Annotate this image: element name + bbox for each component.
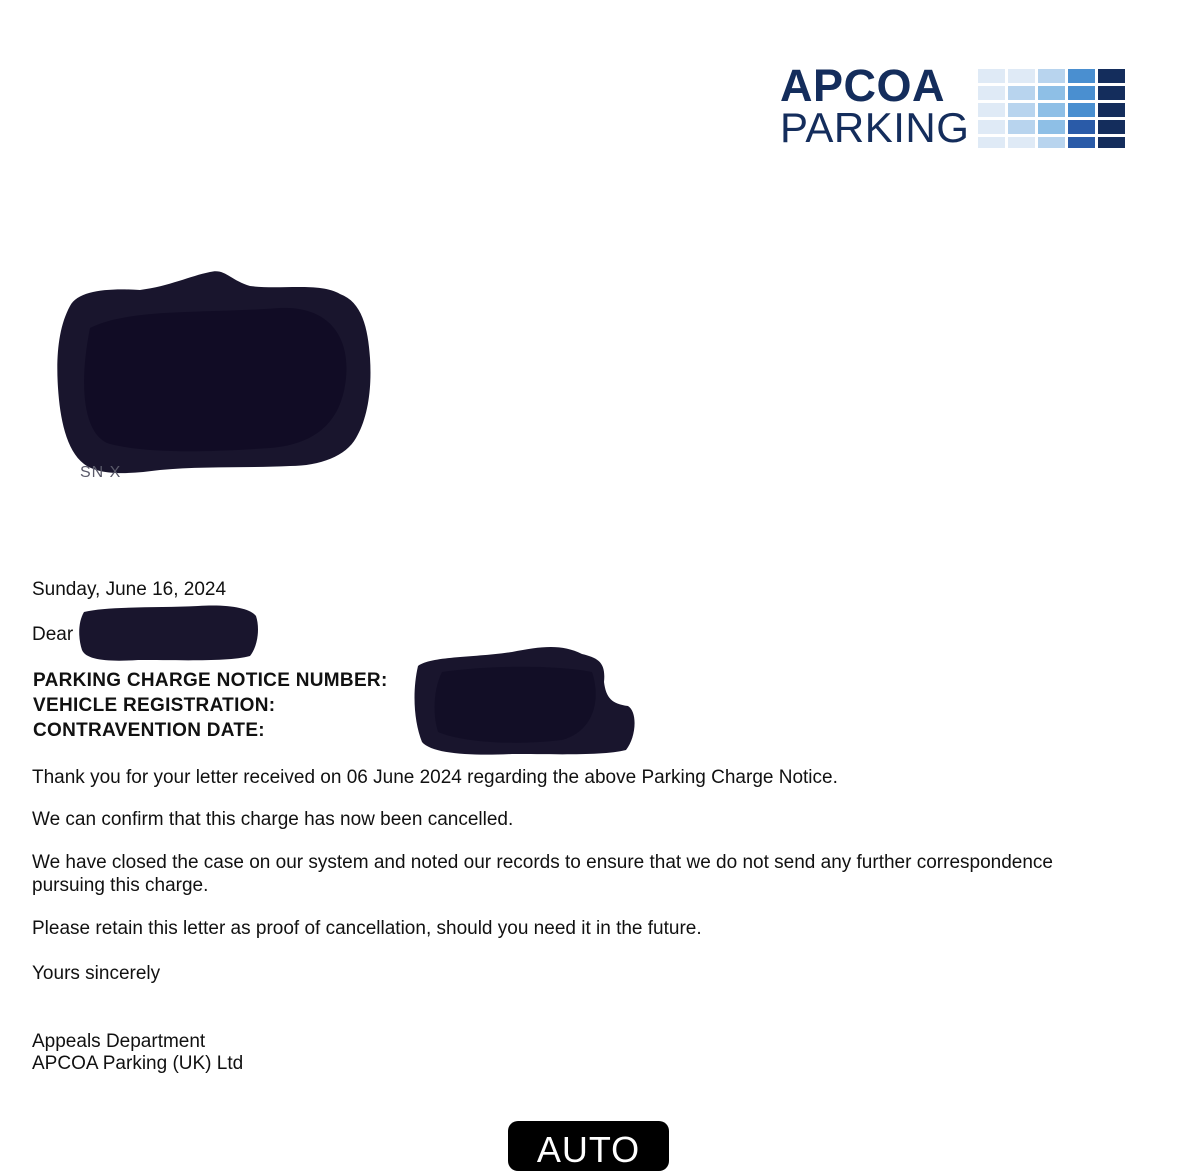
- redacted-reference-values: [412, 642, 640, 758]
- contravention-date-label: CONTRAVENTION DATE:: [33, 720, 265, 741]
- logo-word-parking: PARKING: [780, 104, 970, 151]
- signature-company: APCOA Parking (UK) Ltd: [32, 1053, 244, 1074]
- logo-grid-tile: [978, 137, 1005, 148]
- logo-grid-tile: [1068, 103, 1095, 117]
- paragraph-retain-letter: Please retain this letter as proof of cancellation, should you need it in the future.: [32, 918, 702, 939]
- paragraph-case-closed: We have closed the case on our system and noted our records to ensure that we do not send any further correspondence pursuing this charge.: [32, 852, 1053, 896]
- address-residual-text: SN X: [80, 464, 122, 481]
- logo-grid-tile: [1038, 137, 1065, 148]
- vehicle-registration-label: VEHICLE REGISTRATION:: [33, 695, 276, 716]
- logo-grid-tile: [1068, 137, 1095, 148]
- closing: Yours sincerely: [32, 963, 161, 984]
- pcn-number-label: PARKING CHARGE NOTICE NUMBER:: [33, 670, 388, 691]
- logo-grid-tile: [1038, 120, 1065, 134]
- logo-grid-tile: [1068, 69, 1095, 83]
- logo-grid-tile: [1038, 69, 1065, 83]
- logo-grid-tile: [978, 69, 1005, 83]
- redacted-recipient-name: [78, 602, 262, 664]
- signature-department: Appeals Department: [32, 1031, 206, 1052]
- redacted-address-block: [50, 268, 380, 480]
- logo-grid-tile: [1068, 86, 1095, 100]
- logo-grid-tile: [1098, 137, 1125, 148]
- logo-grid-tile: [1008, 69, 1035, 83]
- paragraph-cancelled: We can confirm that this charge has now been cancelled.: [32, 809, 514, 830]
- apcoa-parking-logo: [778, 60, 1130, 151]
- logo-grid-tile: [1008, 137, 1035, 148]
- logo-grid-tile: [1068, 120, 1095, 134]
- logo-grid-tile: [1038, 86, 1065, 100]
- paragraph-thanks: Thank you for your letter received on 06 June 2024 regarding the above Parking Charge Notice.: [32, 767, 838, 788]
- logo-grid-mark: [978, 68, 1128, 148]
- logo-grid-tile: [1098, 86, 1125, 100]
- logo-grid-tile: [1008, 120, 1035, 134]
- logo-word-apcoa: APCOA: [780, 60, 946, 111]
- logo-grid-tile: [978, 120, 1005, 134]
- salutation: Dear: [32, 624, 74, 645]
- letter-date: Sunday, June 16, 2024: [32, 579, 227, 600]
- logo-grid-tile: [1098, 120, 1125, 134]
- logo-grid-tile: [978, 103, 1005, 117]
- logo-grid-tile: [1008, 86, 1035, 100]
- logo-grid-tile: [1038, 103, 1065, 117]
- logo-grid-tile: [1008, 103, 1035, 117]
- auto-mode-button[interactable]: AUTO: [508, 1121, 669, 1171]
- logo-grid-tile: [1098, 103, 1125, 117]
- logo-grid-tile: [978, 86, 1005, 100]
- logo-grid-tile: [1098, 69, 1125, 83]
